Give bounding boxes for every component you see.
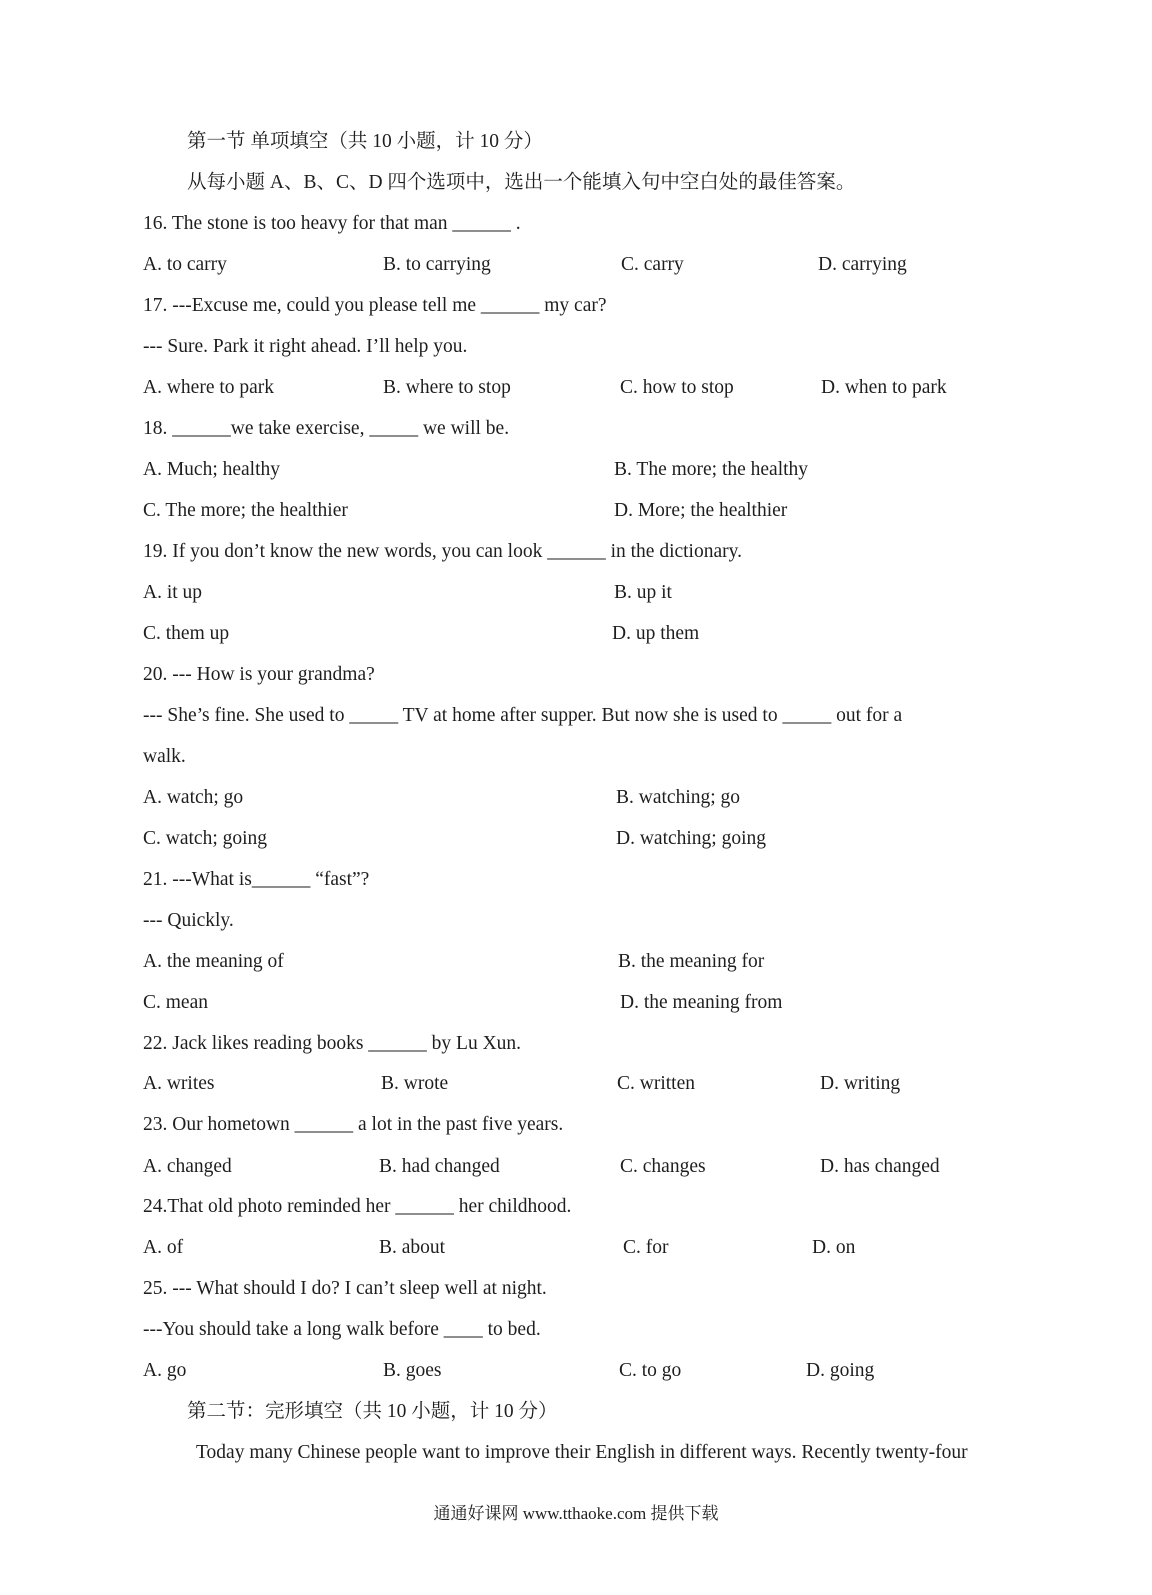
- question-22-option-c: C. written: [617, 1073, 695, 1094]
- question-22-option-d: D. writing: [820, 1073, 901, 1094]
- question-20-option-c: C. watch; going: [143, 828, 268, 849]
- question-17-option-d: D. when to park: [821, 377, 947, 398]
- question-23-stem: 23. Our hometown ______ a lot in the past five years.: [143, 1114, 564, 1135]
- question-23-option-b: B. had changed: [379, 1156, 500, 1177]
- question-25-option-c: C. to go: [619, 1360, 682, 1381]
- question-22-stem: 22. Jack likes reading books ______ by Lu Xun.: [143, 1033, 522, 1054]
- question-24-stem: 24.That old photo reminded her ______ her childhood.: [143, 1196, 572, 1217]
- question-16-stem: 16. The stone is too heavy for that man ______ .: [143, 213, 521, 234]
- question-20-option-d: D. watching; going: [616, 828, 767, 849]
- question-18-option-c: C. The more; the healthier: [143, 500, 348, 521]
- question-16-option-d: D. carrying: [818, 254, 907, 275]
- question-21-stem-line-2: --- Quickly.: [143, 910, 234, 931]
- question-19-stem: 19. If you don’t know the new words, you can look ______ in the dictionary.: [143, 541, 742, 562]
- question-20-stem: 20. --- How is your grandma?: [143, 664, 375, 685]
- question-16-option-b: B. to carrying: [383, 254, 491, 275]
- question-24-option-a: A. of: [143, 1237, 184, 1258]
- question-17-option-c: C. how to stop: [620, 377, 734, 398]
- question-18-stem: 18. ______we take exercise, _____ we will be.: [143, 418, 510, 439]
- question-18-option-a: A. Much; healthy: [143, 459, 281, 480]
- question-19-option-a: A. it up: [143, 582, 203, 603]
- question-21-option-b: B. the meaning for: [618, 951, 765, 972]
- question-21-stem: 21. ---What is______ “fast”?: [143, 869, 370, 890]
- question-25-stem-line-2: ---You should take a long walk before ____ to bed.: [143, 1319, 541, 1340]
- question-23-option-d: D. has changed: [820, 1156, 940, 1177]
- question-18-option-d: D. More; the healthier: [614, 500, 788, 521]
- section-2-heading: 第二节：完形填空（共 10 小题，计 10 分）: [187, 1401, 558, 1422]
- passage-first-line: Today many Chinese people want to improve their English in different ways. Recently twenty-four: [196, 1442, 968, 1463]
- question-24-option-b: B. about: [379, 1237, 446, 1258]
- question-22-option-b: B. wrote: [381, 1073, 449, 1094]
- question-20-option-b: B. watching; go: [616, 787, 741, 808]
- question-25-option-a: A. go: [143, 1360, 187, 1381]
- question-16-option-c: C. carry: [621, 254, 684, 275]
- question-21-option-a: A. the meaning of: [143, 951, 284, 972]
- question-22-option-a: A. writes: [143, 1073, 215, 1094]
- question-20-stem-line-2: --- She’s fine. She used to _____ TV at home after supper. But now she is used to _____ out for a: [143, 705, 903, 726]
- question-24-option-c: C. for: [623, 1237, 669, 1258]
- question-19-option-d: D. up them: [612, 623, 700, 644]
- section-1-instruction: 从每小题 A、B、C、D 四个选项中，选出一个能填入句中空白处的最佳答案。: [187, 172, 856, 193]
- question-19-option-b: B. up it: [614, 582, 672, 603]
- question-20-option-a: A. watch; go: [143, 787, 244, 808]
- question-25-option-d: D. going: [806, 1360, 875, 1381]
- question-17-stem-line-2: --- Sure. Park it right ahead. I’ll help you.: [143, 336, 468, 357]
- question-25-option-b: B. goes: [383, 1360, 442, 1381]
- question-21-option-c: C. mean: [143, 992, 208, 1013]
- question-20-stem-line-3: walk.: [143, 746, 186, 767]
- footer-download-note: 通通好课网 www.tthaoke.com 提供下载: [433, 1504, 719, 1523]
- question-23-option-a: A. changed: [143, 1156, 232, 1177]
- question-25-stem: 25. --- What should I do? I can’t sleep well at night.: [143, 1278, 547, 1299]
- question-21-option-d: D. the meaning from: [620, 992, 783, 1013]
- question-24-option-d: D. on: [812, 1237, 856, 1258]
- question-18-option-b: B. The more; the healthy: [614, 459, 809, 480]
- question-17-option-b: B. where to stop: [383, 377, 511, 398]
- question-16-option-a: A. to carry: [143, 254, 227, 275]
- question-17-stem: 17. ---Excuse me, could you please tell me ______ my car?: [143, 295, 607, 316]
- section-1-heading: 第一节 单项填空（共 10 小题，计 10 分）: [187, 131, 543, 152]
- question-17-option-a: A. where to park: [143, 377, 275, 398]
- question-23-option-c: C. changes: [620, 1156, 706, 1177]
- question-19-option-c: C. them up: [143, 623, 230, 644]
